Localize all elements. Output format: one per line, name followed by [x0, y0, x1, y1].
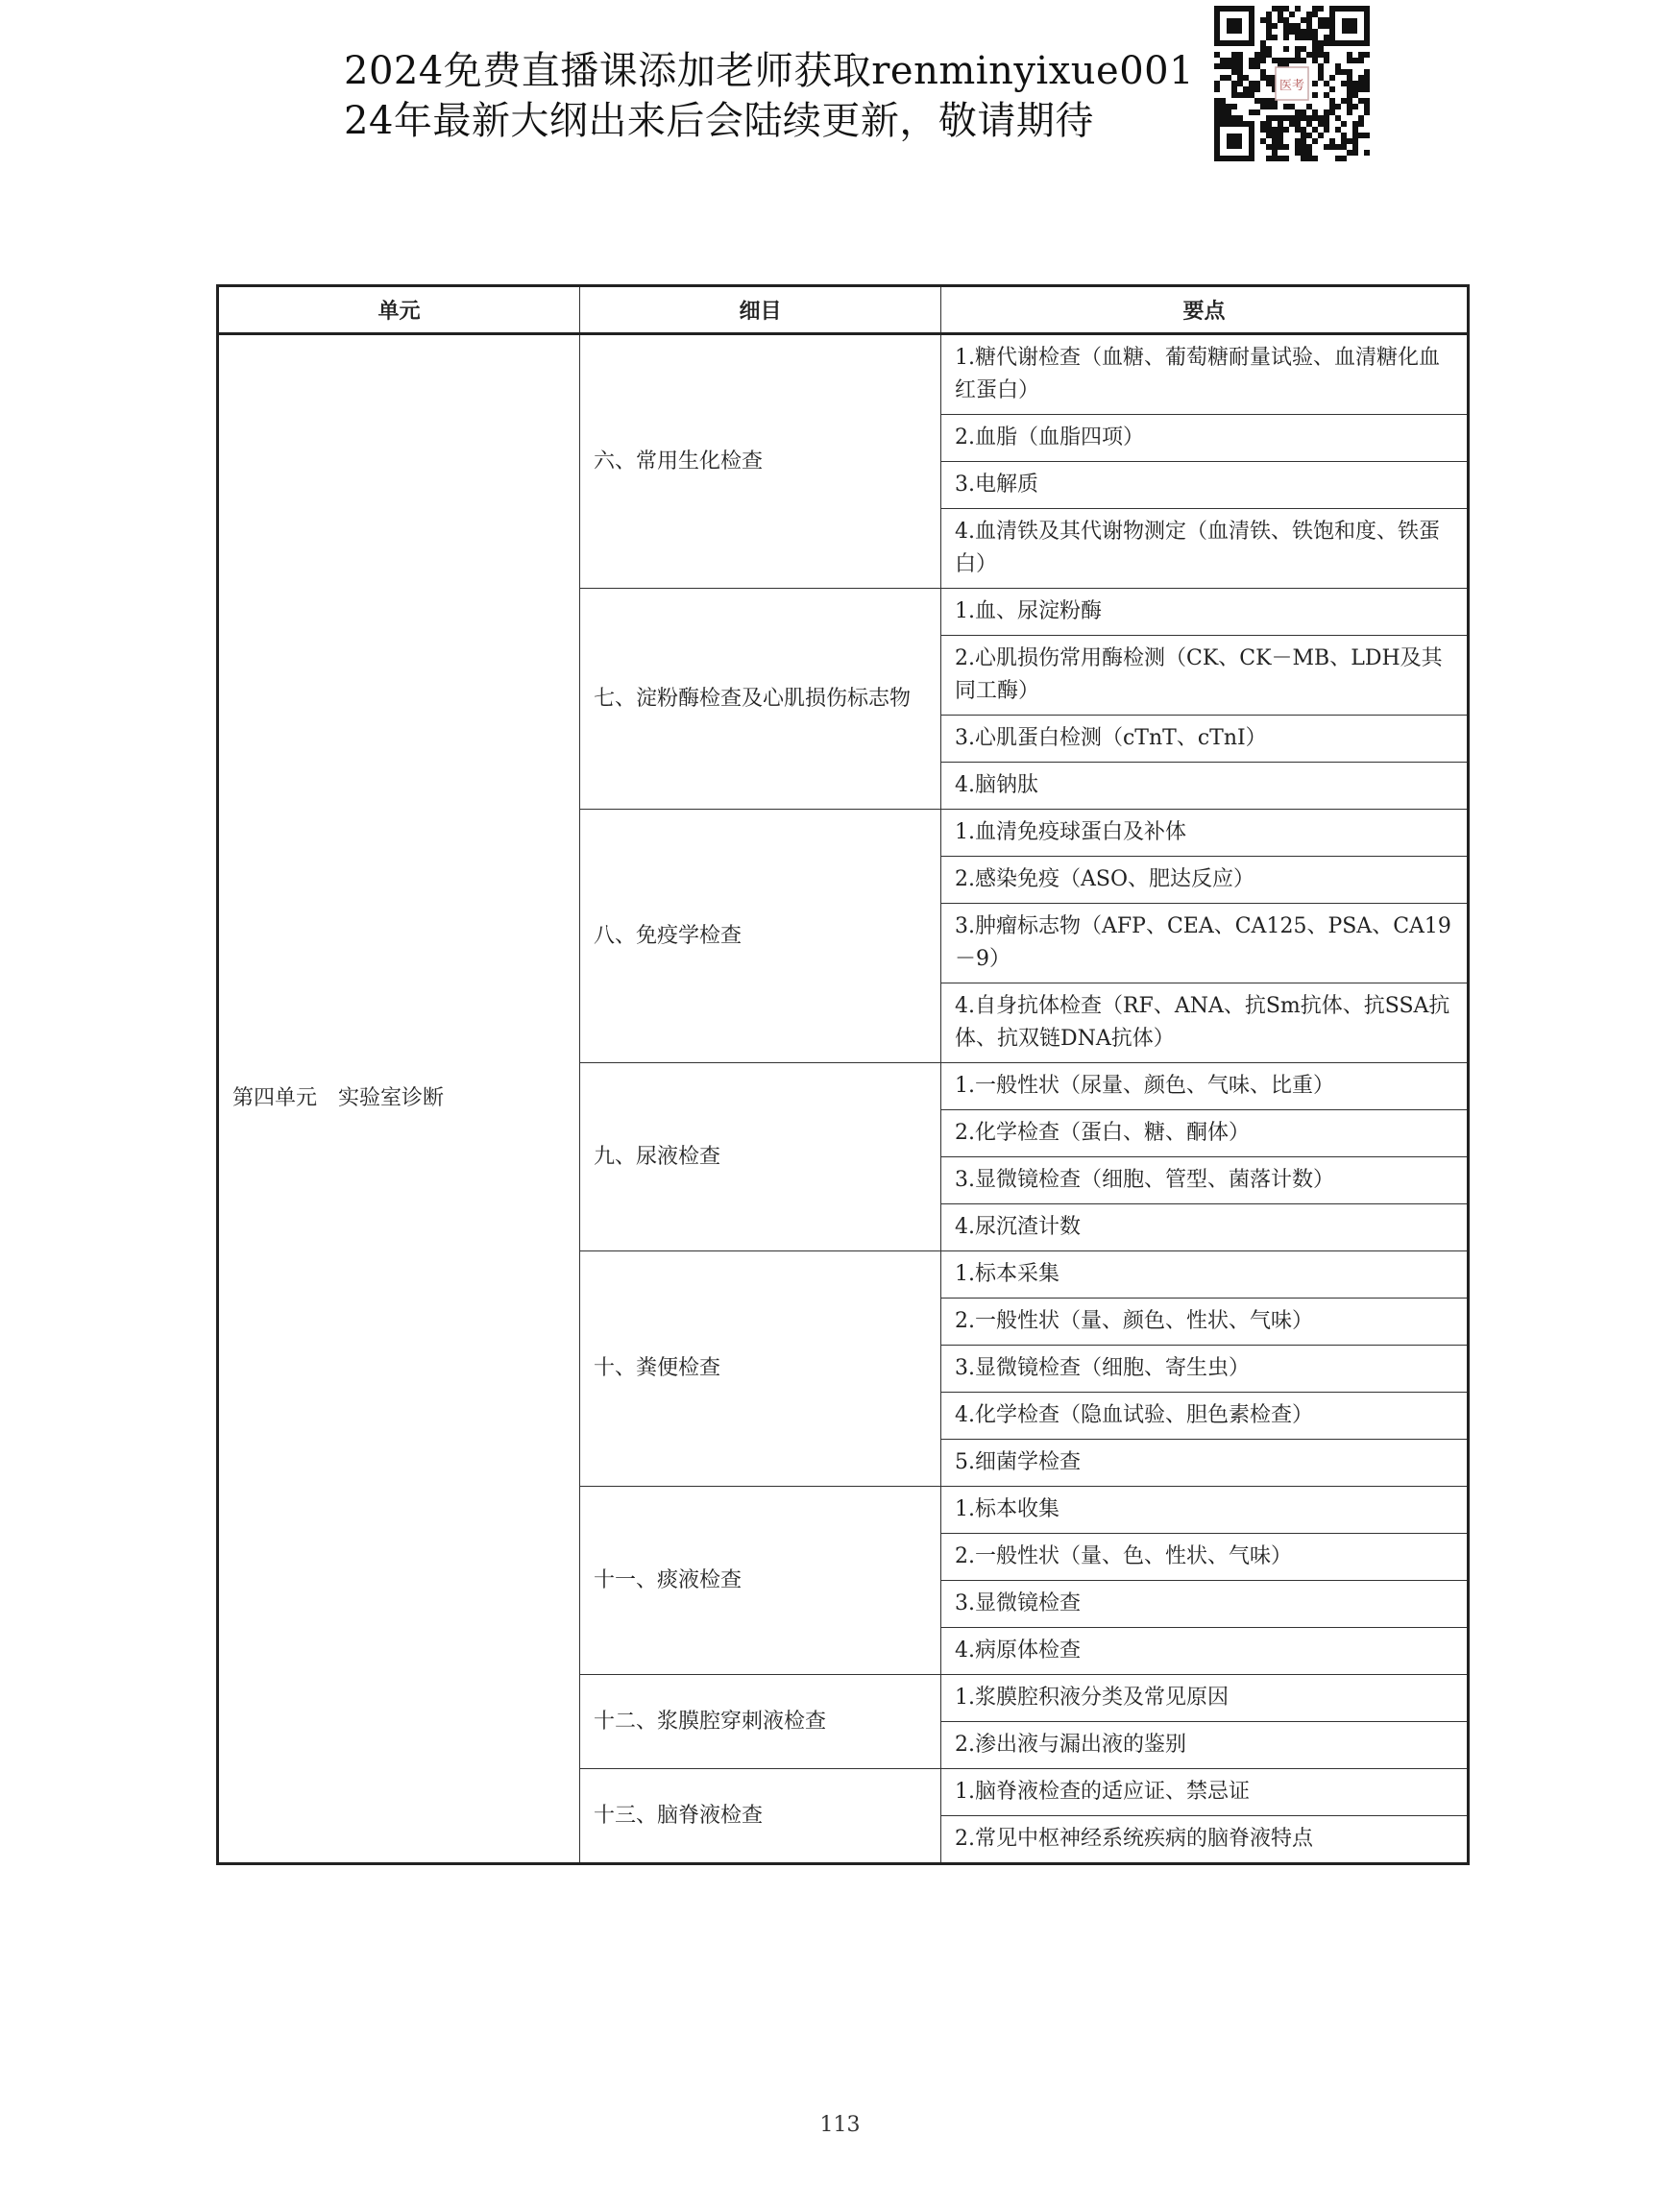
key-point-cell: 5.细菌学检查	[941, 1440, 1469, 1487]
key-point-cell: 4.化学检查（隐血试验、胆色素检查）	[941, 1393, 1469, 1440]
header-line-1: 2024免费直播课添加老师获取renminyixue001	[344, 49, 1195, 93]
syllabus-table	[216, 284, 1470, 1865]
column-header-points: 要点	[941, 286, 1469, 334]
key-point-cell: 4.病原体检查	[941, 1628, 1469, 1675]
header-line-2: 24年最新大纲出来后会陆续更新，敬请期待	[344, 99, 1094, 143]
key-point-cell: 1.脑脊液检查的适应证、禁忌证	[941, 1769, 1469, 1816]
table-body	[218, 334, 1469, 1864]
unit-cell: 第四单元 实验室诊断	[218, 334, 580, 1864]
qr-center-logo: 医考	[1278, 79, 1305, 93]
subitem-cell: 十一、痰液检查	[580, 1487, 941, 1675]
column-header-subitem: 细目	[580, 286, 941, 334]
key-point-cell: 2.化学检查（蛋白、糖、酮体）	[941, 1110, 1469, 1157]
key-point-cell: 1.血清免疫球蛋白及补体	[941, 810, 1469, 857]
key-point-cell: 3.显微镜检查（细胞、管型、菌落计数）	[941, 1157, 1469, 1204]
key-point-cell: 1.一般性状（尿量、颜色、气味、比重）	[941, 1063, 1469, 1110]
subitem-cell: 八、免疫学检查	[580, 810, 941, 1063]
key-point-cell: 3.显微镜检查	[941, 1581, 1469, 1628]
key-point-cell: 1.浆膜腔积液分类及常见原因	[941, 1675, 1469, 1722]
key-point-cell: 3.心肌蛋白检测（cTnT、cTnI）	[941, 716, 1469, 763]
table-row	[218, 334, 1469, 415]
page-number: 113	[819, 2113, 861, 2137]
key-point-cell: 4.脑钠肽	[941, 763, 1469, 810]
qr-code-icon	[1212, 4, 1372, 163]
key-point-cell: 4.血清铁及其代谢物测定（血清铁、铁饱和度、铁蛋白）	[941, 509, 1469, 589]
subitem-cell: 十二、浆膜腔穿刺液检查	[580, 1675, 941, 1769]
key-point-cell: 4.尿沉渣计数	[941, 1204, 1469, 1251]
key-point-cell: 2.常见中枢神经系统疾病的脑脊液特点	[941, 1816, 1469, 1864]
subitem-cell: 十、粪便检查	[580, 1251, 941, 1487]
subitem-cell: 九、尿液检查	[580, 1063, 941, 1251]
key-point-cell: 3.显微镜检查（细胞、寄生虫）	[941, 1346, 1469, 1393]
key-point-cell: 1.糖代谢检查（血糖、葡萄糖耐量试验、血清糖化血红蛋白）	[941, 334, 1469, 415]
table-header-row	[218, 286, 1469, 334]
key-point-cell: 2.一般性状（量、颜色、性状、气味）	[941, 1299, 1469, 1346]
key-point-cell: 2.渗出液与漏出液的鉴别	[941, 1722, 1469, 1769]
subitem-cell: 十三、脑脊液检查	[580, 1769, 941, 1864]
key-point-cell: 2.一般性状（量、色、性状、气味）	[941, 1534, 1469, 1581]
key-point-cell: 2.心肌损伤常用酶检测（CK、CK－MB、LDH及其同工酶）	[941, 636, 1469, 716]
key-point-cell: 1.血、尿淀粉酶	[941, 589, 1469, 636]
key-point-cell: 1.标本收集	[941, 1487, 1469, 1534]
key-point-cell: 4.自身抗体检查（RF、ANA、抗Sm抗体、抗SSA抗体、抗双链DNA抗体）	[941, 983, 1469, 1063]
key-point-cell: 3.电解质	[941, 462, 1469, 509]
key-point-cell: 2.感染免疫（ASO、肥达反应）	[941, 857, 1469, 904]
column-header-unit: 单元	[218, 286, 580, 334]
key-point-cell: 2.血脂（血脂四项）	[941, 415, 1469, 462]
key-point-cell: 3.肿瘤标志物（AFP、CEA、CA125、PSA、CA19－9）	[941, 904, 1469, 983]
header-notice	[344, 46, 1194, 146]
key-point-cell: 1.标本采集	[941, 1251, 1469, 1299]
subitem-cell: 六、常用生化检查	[580, 334, 941, 589]
subitem-cell: 七、淀粉酶检查及心肌损伤标志物	[580, 589, 941, 810]
